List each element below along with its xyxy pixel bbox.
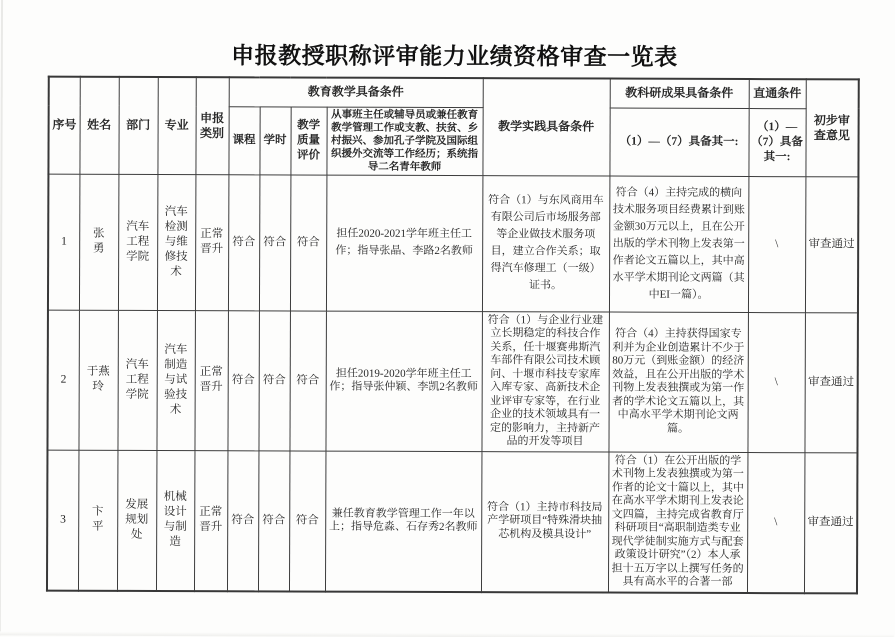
table-header [48,77,858,177]
col-header-course: 课程 [228,106,259,174]
col-header-research-group: 教科研成果具备条件 [610,79,749,108]
cell-duty: 兼任教育教学管理工作一年以上；指导危淼、石存秀2名教师 [325,451,482,592]
cell-practice: 符合（1）主持市科技局产学研项目“特殊滑块抽芯机构及模具设计” [481,451,608,592]
cell-department: 汽车工程学院 [117,310,156,450]
col-header-direct-group: 直通条件 [749,79,806,108]
cell-duty: 担任2020-2021学年班主任工作；指导张晶、李路2名教师 [326,175,482,312]
cell-major: 汽车检测与维修技术 [157,174,195,310]
cell-serial: 1 [48,174,79,310]
col-header-hours: 学时 [259,106,290,174]
cell-direct: \ [747,452,804,593]
cell-apply-type: 正常晋升 [194,450,227,591]
col-header-direct-sub: （1）—（7）具备其一: [748,108,805,176]
cell-course: 符合 [227,450,258,591]
cell-quality: 符合 [289,450,325,591]
cell-apply-type: 正常晋升 [194,310,227,450]
col-header-quality: 教学质量评价 [290,106,326,174]
cell-research: 符合（4）主持获得国家专利并为企业创造累计不少于80万元（到账金额）的经济效益，且在公开出版的学术刊物上发表独撰或为第一作者的学术论文五篇以上，其中高水平学术期刊论文两篇。 [608,312,747,452]
cell-apply-type: 正常晋升 [195,174,228,310]
col-header-department: 部门 [118,77,157,174]
table-body [47,174,858,593]
cell-quality: 符合 [290,174,326,310]
cell-practice: 符合（1）与企业行业建立长期稳定的科技合作关系，任十堰赛弗斯汽车部件有限公司技术顾问、十堰市科技专家库入库专家、高新技术企业评审专家等，在行业企业的技术领域具有一定的影响力，主持新产品的开发等项目 [481,311,608,451]
cell-hours: 符合 [258,450,289,591]
cell-course: 符合 [228,174,259,310]
cell-major: 机械设计与制造 [156,450,194,591]
col-header-major: 专业 [157,77,195,174]
cell-serial: 2 [47,310,78,450]
cell-opinion: 审查通过 [804,452,857,593]
cell-practice: 符合（1）与东风商用车有限公司后市场服务部等企业做技术服务项目，建立合作关系；取得汽车修理工（一级）证书。 [482,175,609,311]
cell-department: 汽车工程学院 [118,174,157,310]
cell-direct: \ [748,176,805,312]
cell-course: 符合 [227,310,258,450]
cell-hours: 符合 [259,174,290,310]
cell-name: 于燕玲 [78,310,117,450]
col-header-serial: 序号 [48,77,79,174]
cell-opinion: 审查通过 [804,312,857,452]
table-row [48,174,858,313]
cell-duty: 担任2019-2020学年班主任工作；指导张仲颖、李凯2名教师 [325,311,482,452]
col-header-review-opinion: 初步审查意见 [805,79,858,176]
cell-major: 汽车制造与试验技术 [156,310,194,450]
cell-name: 卞 平 [78,450,117,591]
cell-opinion: 审查通过 [805,176,858,312]
cell-research: 符合（1）在公开出版的学术刊物上发表独撰或为第一作者的论文十篇以上，其中在高水平学术期刊上发表论文四篇，主持完成省教育厅科研项目“高职制造类专业现代学徒制实施方式与配套政策设计研究”（2）本人承担十五万字以上撰写任务的具有高水平的合著一部 [608,452,747,593]
cell-direct: \ [747,312,804,452]
col-header-apply-type: 申报类别 [195,77,228,174]
cell-name: 张 勇 [79,174,118,310]
scan-edge-artifact [0,631,894,637]
table-row [47,310,857,453]
header-row-groups [49,77,859,109]
cell-department: 发展规划处 [117,450,156,591]
page-title: 申报教授职称评审能力业绩资格审查一览表 [231,42,678,70]
col-header-edu-teaching-group: 教育教学具备条件 [229,77,483,107]
cell-hours: 符合 [258,310,289,450]
col-header-name: 姓名 [79,77,118,174]
review-table [46,76,860,594]
cell-quality: 符合 [289,310,325,450]
col-header-duty: 从事班主任或辅导员或兼任教育教学管理工作或支教、扶贫、乡村振兴、参加孔子学院及国际组织援外交流等工作经历；系统指导二名青年教师 [326,107,482,176]
scan-edge-artifact [0,0,3,635]
cell-serial: 3 [47,450,78,591]
col-header-teaching-practice: 教学实践具备条件 [482,78,609,175]
col-header-research-sub: （1）—（7）具备其一: [609,108,748,176]
cell-research: 符合（4）主持完成的横向技术服务项目经费累计到账金额30万元以上，且在公开出版的学术刊物上发表第一作者论文五篇以上，其中高水平学术期刊论文两篇（其中EI一篇）。 [609,176,748,312]
table-row [47,450,858,593]
